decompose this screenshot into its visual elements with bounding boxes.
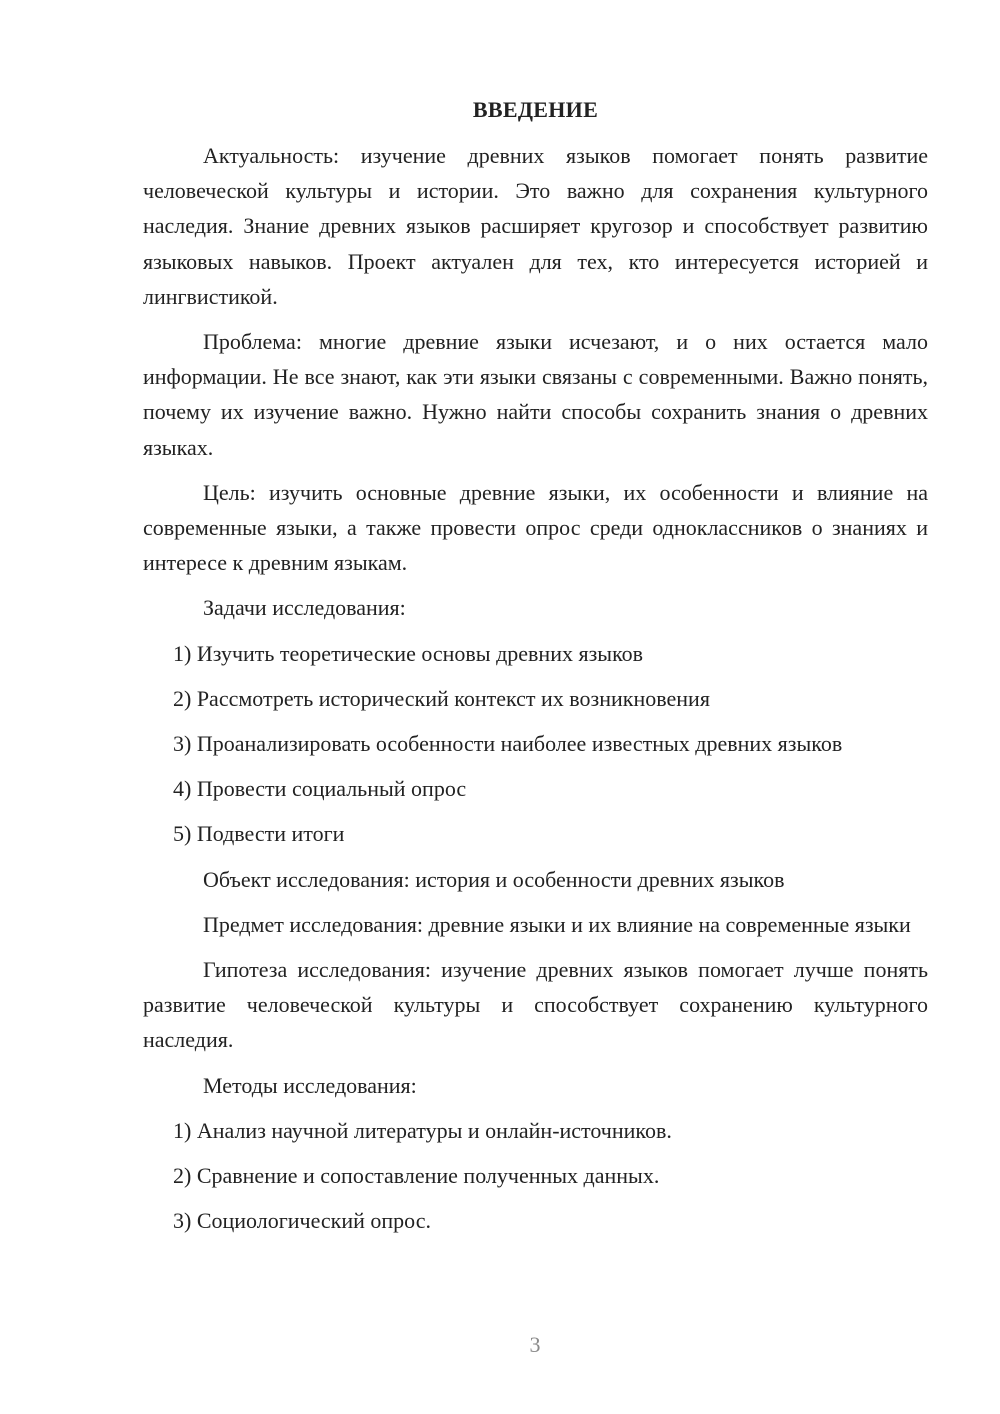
paragraph-tasks-heading: Задачи исследования:: [203, 595, 406, 621]
document-page: [143, 92, 928, 1248]
task-item-5: 5) Подвести итоги: [173, 821, 345, 847]
task-item-2: 2) Рассмотреть исторический контекст их возникновения: [173, 685, 710, 711]
page-title: ВВЕДЕНИЕ: [472, 97, 599, 122]
task-item-4: 4) Провести социальный опрос: [173, 776, 467, 802]
task-item-3: 3) Проанализировать особенности наиболее известных древних языков: [173, 731, 843, 757]
page-number: 3: [529, 1332, 541, 1357]
paragraph-goal: Цель: изучить основные древние языки, их особенности и влияние на современные языки, а также провести опрос среди одноклассников о знаниях и интересе к древним языкам.: [143, 479, 928, 576]
method-item-1: 1) Анализ научной литературы и онлайн-источников.: [173, 1117, 672, 1143]
paragraph-problem: Проблема: многие древние языки исчезают, и о них остается мало информации. Не все знают, как эти языки связаны с современными. Важно понять, почему их изучение важно. Нужно найти способы сохранить знания о древних языках.: [143, 329, 928, 460]
paragraph-object: Объект исследования: история и особенности древних языков: [203, 866, 785, 892]
method-item-2: 2) Сравнение и сопоставление полученных данных.: [173, 1163, 660, 1189]
task-item-1: 1) Изучить теоретические основы древних языков: [173, 640, 644, 666]
method-item-3: 3) Социологический опрос.: [173, 1208, 431, 1234]
paragraph-subject: Предмет исследования: древние языки и их влияние на современные языки: [203, 911, 911, 937]
paragraph-actuality: Актуальность: изучение древних языков помогает понять развитие человеческой культуры и истории. Это важно для сохранения культурного наследия. Знание древних языков расширяет кругозор и способствует развитию языковых навыков. Проект актуален для тех, кто интересуется историей и лингвистикой.: [143, 143, 928, 309]
paragraph-hypothesis: Гипотеза исследования: изучение древних языков помогает лучше понять развитие человеческой культуры и способствует сохранению культурного наследия.: [143, 957, 928, 1053]
paragraph-methods-heading: Методы исследования:: [203, 1072, 417, 1098]
